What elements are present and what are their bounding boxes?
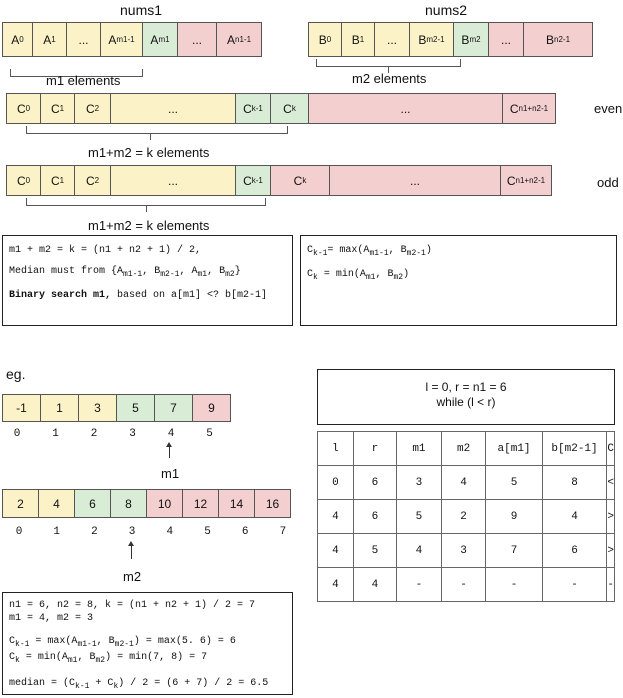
even-cell: C 1 xyxy=(40,93,75,124)
nums1-cell: A m1 xyxy=(142,22,178,57)
example-array-cell: 16 xyxy=(254,489,291,518)
trace-row xyxy=(318,568,615,602)
trace-cell: - xyxy=(397,568,442,602)
example-array-cell: 9 xyxy=(192,394,231,422)
odd-k-bracket-tick xyxy=(146,206,147,212)
nums1-cell: A 1 xyxy=(32,22,67,57)
trace-cell: - xyxy=(607,568,615,602)
odd-cell: ... xyxy=(110,165,236,196)
trace-cell: 4 xyxy=(318,534,354,568)
trace-cell: 4 xyxy=(318,500,354,534)
example-array-cell: 5 xyxy=(116,394,155,422)
array-index-label: 6 xyxy=(241,526,249,538)
example-array-cell: 12 xyxy=(182,489,219,518)
odd-k-elements-label: m1+m2 = k elements xyxy=(88,218,210,233)
nums2-cell: B 0 xyxy=(308,22,342,57)
trace-header-cell: b[m2-1] xyxy=(542,432,607,466)
trace-cell: - xyxy=(486,568,542,602)
trace-cell: - xyxy=(542,568,607,602)
result-median: median = $(C_{k-1} + C_k) / 2 = (6 + 7) / 2 = 6.5$ xyxy=(9,678,269,691)
result-box xyxy=(2,592,293,695)
result-n-k: n1 = 6, n2 = 8, k = (n1 + n2 + 1) / 2 = 7 xyxy=(9,600,256,611)
trace-cell: 4 xyxy=(542,500,607,534)
trace-header-row xyxy=(318,432,615,466)
array-index-label: 2 xyxy=(90,428,98,440)
trace-cell: - xyxy=(441,568,486,602)
odd-cell: C k-1 xyxy=(235,165,271,196)
odd-cell: C 1 xyxy=(40,165,75,196)
nums1-title: nums1 xyxy=(120,2,163,18)
trace-row xyxy=(318,500,615,534)
array-index-label: 1 xyxy=(53,526,60,538)
m2-elements-label: m2 elements xyxy=(352,71,427,86)
example-array-cell: 8 xyxy=(110,489,147,518)
example-array-cell: 2 xyxy=(2,489,39,518)
loop-init: l = 0, r = n1 = 6 xyxy=(425,380,507,394)
even-cell: ... xyxy=(110,93,236,124)
nums1-cell: ... xyxy=(177,22,217,57)
array-index-label: 5 xyxy=(206,428,213,440)
result-ck1: $C_{k-1} = \max(A_{m1-1}$, $B_{m2-1}) = \max(5$. 6) = 6 xyxy=(9,636,236,649)
odd-label: odd xyxy=(597,175,619,190)
example-array-cell: 10 xyxy=(146,489,183,518)
array-index-label: 0 xyxy=(15,526,23,538)
example-array-cell: 3 xyxy=(78,394,117,422)
formula-ck: $C_k = \min(A_{m1}$, $B_{m2}$) xyxy=(307,269,410,282)
trace-cell: < xyxy=(607,466,615,500)
array-index-label: 3 xyxy=(128,526,136,538)
trace-header-cell: a[m1] xyxy=(486,432,542,466)
m2-pointer-label: m2 xyxy=(123,569,142,584)
result-ck: $C_k = \min(A_{m1}$, $B_{m2}) = \min(7$, 8) = 7 xyxy=(9,652,208,665)
trace-cell: 4 xyxy=(353,568,396,602)
odd-cell: C k xyxy=(270,165,330,196)
odd-cell: C 2 xyxy=(74,165,111,196)
trace-cell: 6 xyxy=(353,466,396,500)
nums2-cell: ... xyxy=(374,22,410,57)
m1-pointer-arrow xyxy=(169,446,170,458)
example-array-cell: 7 xyxy=(154,394,193,422)
array-index-label: 5 xyxy=(204,526,211,538)
odd-cell: ... xyxy=(329,165,501,196)
trace-header-cell: C xyxy=(607,432,615,466)
array-index-label: 1 xyxy=(52,428,59,440)
nums2-cell: B 1 xyxy=(341,22,375,57)
even-cell: C 2 xyxy=(74,93,111,124)
nums1-cell: A 0 xyxy=(2,22,33,57)
even-k-elements-label: m1+m2 = k elements xyxy=(88,145,210,160)
trace-header-cell: m1 xyxy=(397,432,442,466)
trace-cell: 3 xyxy=(441,534,486,568)
array-index-label: 0 xyxy=(13,428,21,440)
formula-ck1: $C_{k-1}= \max(A_{m1-1}$, $B_{m2-1}$) xyxy=(307,245,432,258)
trace-cell: 6 xyxy=(353,500,396,534)
trace-cell: 0 xyxy=(318,466,354,500)
trace-cell: 6 xyxy=(542,534,607,568)
array-index-label: 2 xyxy=(91,526,98,538)
trace-header-cell: l xyxy=(318,432,354,466)
trace-cell: 5 xyxy=(353,534,396,568)
example-array-cell: 1 xyxy=(40,394,79,422)
trace-row xyxy=(318,466,615,500)
result-m: m1 = 4, m2 = 3 xyxy=(9,613,94,624)
array-index-label: 4 xyxy=(167,428,175,440)
trace-cell: > xyxy=(607,534,615,568)
m2-pointer-arrow xyxy=(131,545,132,559)
even-cell: ... xyxy=(308,93,503,124)
trace-cell: 4 xyxy=(397,534,442,568)
trace-cell: 2 xyxy=(441,500,486,534)
odd-k-bracket xyxy=(26,198,266,206)
nums2-title: nums2 xyxy=(425,2,468,18)
example-title: eg. xyxy=(6,366,26,382)
example-array-cell: 4 xyxy=(38,489,75,518)
trace-cell: > xyxy=(607,500,615,534)
nums1-cell: A m1-1 xyxy=(100,22,143,57)
even-cell: C n1+n2-1 xyxy=(502,93,556,124)
nums2-cell: B m2 xyxy=(453,22,489,57)
trace-cell: 4 xyxy=(318,568,354,602)
example-array-cell: 6 xyxy=(74,489,111,518)
loop-condition: while (l < r) xyxy=(436,395,496,409)
trace-cell: 7 xyxy=(486,534,542,568)
even-k-bracket-tick xyxy=(150,134,151,140)
formula-line-k: m1 + m2 = k = (n1 + n2 + 1) / 2, xyxy=(9,245,202,256)
formula-box-left xyxy=(2,235,293,326)
nums2-cell: B m2-1 xyxy=(409,22,454,57)
formula-line-median: Median must from {$A_{m1-1}$, $B_{m2-1}$, $A_{m1}$, $B_{m2}$} xyxy=(9,266,241,279)
binary-search-trace-table xyxy=(317,431,615,602)
formula-box-right xyxy=(300,235,617,326)
m1-elements-label: m1 elements xyxy=(46,73,121,88)
trace-header-cell: m2 xyxy=(441,432,486,466)
odd-cell: C 0 xyxy=(6,165,41,196)
nums1-cell: A n1-1 xyxy=(216,22,262,57)
nums2-cell: ... xyxy=(488,22,524,57)
m1-pointer-label: m1 xyxy=(161,466,180,481)
trace-cell: 4 xyxy=(441,466,486,500)
array-index-label: 3 xyxy=(129,428,136,440)
trace-cell: 3 xyxy=(397,466,442,500)
even-k-bracket xyxy=(26,126,288,134)
m2-bracket xyxy=(316,59,461,67)
array-index-label: 7 xyxy=(279,526,287,538)
even-cell: C k xyxy=(270,93,309,124)
even-cell: C k-1 xyxy=(235,93,271,124)
loop-state-box xyxy=(317,369,615,425)
even-cell: C 0 xyxy=(6,93,41,124)
formula-line-binary-search: Binary search m1, based on a[m1] <? b[m2-1] xyxy=(9,290,268,301)
odd-cell: C n1+n2-1 xyxy=(500,165,552,196)
even-label: even xyxy=(594,101,623,116)
trace-cell: 9 xyxy=(486,500,542,534)
trace-cell: 5 xyxy=(397,500,442,534)
example-array-cell: 14 xyxy=(218,489,255,518)
example-array-cell: -1 xyxy=(2,394,41,422)
trace-header-cell: r xyxy=(353,432,396,466)
nums2-cell: B n2-1 xyxy=(523,22,593,57)
trace-cell: 8 xyxy=(542,466,607,500)
array-index-label: 4 xyxy=(166,526,174,538)
trace-cell: 5 xyxy=(486,466,542,500)
trace-row xyxy=(318,534,615,568)
nums1-cell: ... xyxy=(66,22,101,57)
